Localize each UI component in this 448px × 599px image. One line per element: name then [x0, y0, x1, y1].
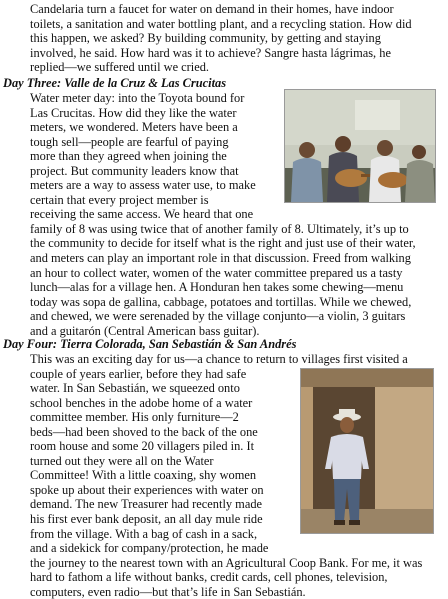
text-line: from the village. With a bag of cash in a sack, — [30, 526, 258, 541]
text-line: Candelaria turn a faucet for water on demand in their homes, have indoor — [30, 2, 394, 16]
text-line: the community to decide for itself what is the right and just use of their water, — [30, 236, 416, 251]
text-line: certain that every project member is — [30, 192, 209, 207]
text-line: meters, we wondered. Meters have been a — [30, 120, 238, 135]
text-line: and a sidekick for company/protection, he made — [30, 541, 269, 556]
text-line: replied—we suffered until we cried. — [30, 60, 210, 75]
text-line: more than they agreed when joining the — [30, 149, 227, 164]
text-line: and chewed, we were serenaded by the village conjunto—a violin, 3 guitars — [30, 309, 406, 324]
text-line: the journey to the nearest town with an Agricultural Coop Bank. For me, it was — [30, 555, 423, 570]
text-line: couple of years earlier, before they had safe — [30, 366, 247, 381]
text-line: his first ever bank deposit, an all day mule ride — [30, 512, 263, 527]
text-line: turned out they were all on the Water — [30, 453, 214, 468]
text-line: committee member. His only furniture—2 — [30, 410, 239, 425]
intro-paragraph — [30, 2, 442, 75]
text-line: project. But community leaders know that — [30, 163, 239, 178]
text-line: receiving the same access. We heard that one — [30, 207, 254, 222]
text-line: and meters can play an important role in that discussion. Freed from walking — [30, 251, 411, 266]
text-line: family of 8 was using twice that of another family of 8. Ultimately, it’s up to — [30, 221, 409, 236]
man-in-doorway-photo-image — [301, 369, 433, 533]
text-line: school benches in the adobe home of a water — [30, 395, 253, 410]
text-line: Las Crucitas. How did they like the water — [30, 105, 237, 120]
day-three-heading: Day Three: Valle de la Cruz & Las Crucitas — [3, 76, 227, 90]
man-in-doorway-photo — [300, 368, 434, 534]
text-line: This was an exciting day for us—a chance to return to villages first visited a — [30, 352, 408, 366]
text-line: involved, he said. How hard was it to achieve? Sangre hasta lágrimas, he — [30, 45, 391, 60]
text-line: beds—had been shoved to the back of the one — [30, 424, 258, 439]
text-line: spoke up about their experiences with water on — [30, 482, 264, 497]
text-line: this happen, we asked? By building community, by getting and staying — [30, 31, 381, 46]
text-line: tough sell—people are fearful of paying — [30, 134, 229, 149]
text-line: lunch—alas for a village hen. A Honduran hen takes some chewing—menu — [30, 280, 404, 295]
text-line: toilets, a sanitation and water bottling plant, and a recycling station. How did — [30, 16, 412, 31]
text-line: water. In San Sebastián, we squeezed onto — [30, 381, 240, 396]
text-line: today was sopa de gallina, cabbage, potatoes and tortillas. While we chewed, — [30, 294, 412, 309]
text-line: Committee! With a little coaxing, shy women — [30, 468, 257, 483]
text-line: and a guitarón (Central American bass guitar). — [30, 323, 260, 338]
text-line: room house and some 20 villagers piled in. It — [30, 439, 255, 454]
text-line: computers, even radio—but that’s life in San Sebastián. — [30, 584, 306, 599]
text-line: meters are a way to assess water use, to make — [30, 178, 256, 193]
musicians-photo — [284, 89, 436, 203]
text-line: Water meter day: into the Toyota bound for — [30, 91, 245, 105]
musicians-photo-image — [285, 90, 435, 202]
text-line: demand. The new Treasurer had recently made — [30, 497, 263, 512]
text-line: an hour to collect water, women of the water committee prepared us a tasty — [30, 265, 403, 280]
day-four-heading: Day Four: Tierra Colorada, San Sebastián & San Andrés — [3, 337, 297, 351]
text-line: hard to fathom a life without banks, credit cards, cell phones, television, — [30, 570, 388, 585]
